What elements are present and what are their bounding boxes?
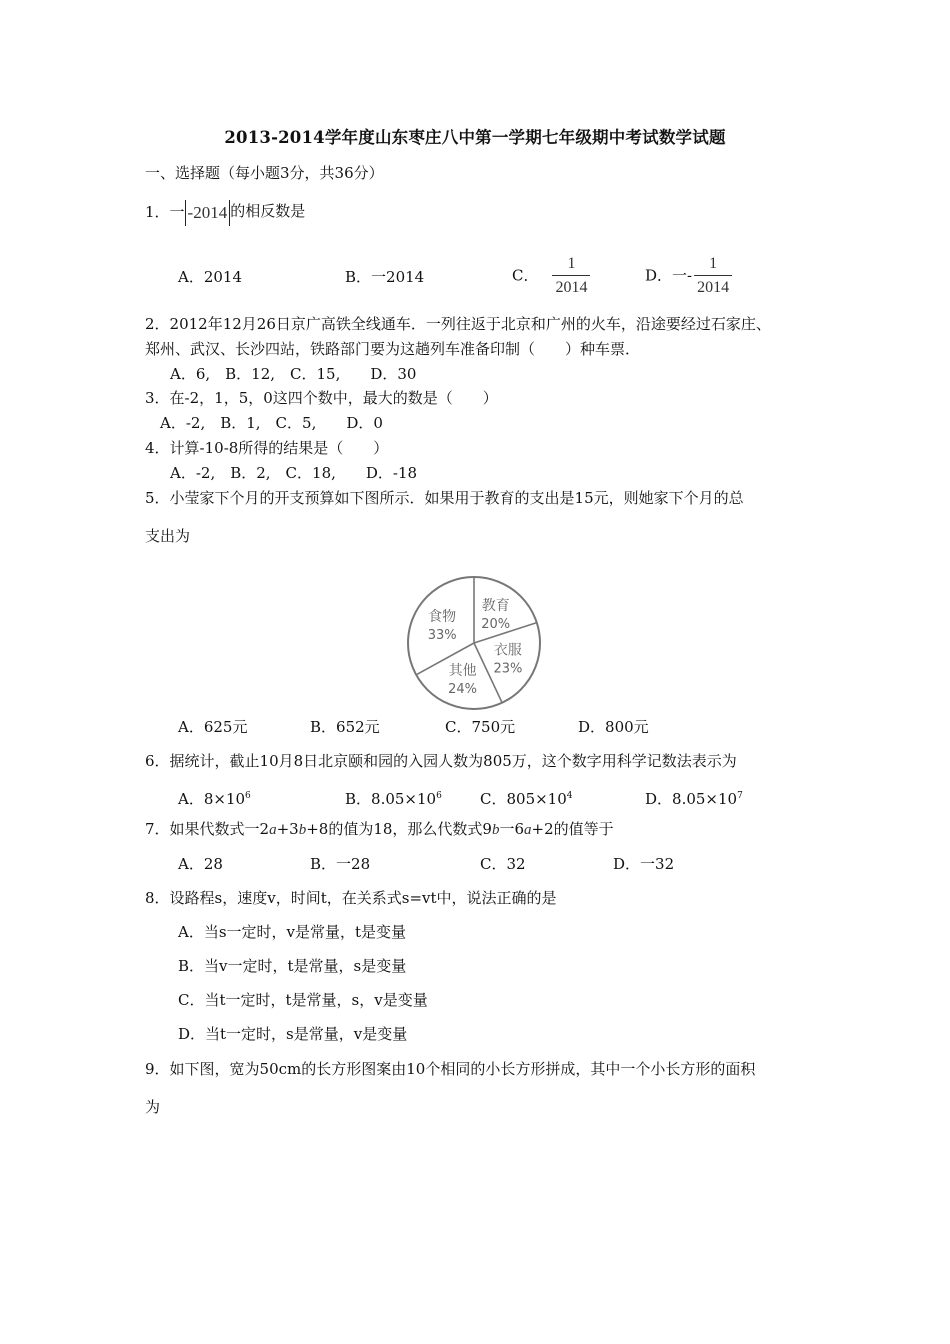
q6-option-b-exponent: 6: [436, 791, 442, 801]
q7-variable: a: [269, 822, 277, 838]
q8-option-c: C．当t一定时，t是常量，s，v是变量: [178, 991, 428, 1009]
section-heading: 一、选择题（每小题3分，共36分）: [145, 164, 384, 182]
q7-option-c: C．32: [480, 855, 526, 873]
pie-slice-label: 衣服: [493, 642, 522, 659]
q1-option-c: [512, 253, 590, 300]
pie-slice-label: 其他: [448, 663, 477, 680]
q8-text: 8．设路程s，速度v，时间t，在关系式s=vt中，说法正确的是: [145, 889, 557, 907]
q7-part: 7．如果代数式一2: [145, 820, 270, 838]
q5-line-1: 5．小莹家下个月的开支预算如下图所示．如果用于教育的支出是15元，则她家下个月的总: [145, 489, 744, 507]
q1-prefix: 1．一: [145, 203, 185, 221]
q6-option-a-exponent: 6: [245, 791, 251, 801]
q6-option-a-base: A．8×10: [178, 790, 246, 808]
q4-text: 4．计算-10-8所得的结果是（ ）: [145, 439, 389, 457]
q1-suffix: 的相反数是: [230, 202, 306, 220]
q8-option-a: A．当s一定时，v是常量，t是变量: [178, 923, 407, 941]
q2-line-1: 2．2012年12月26日京广高铁全线通车．一列往返于北京和广州的火车，沿途要经过石家庄、: [145, 315, 771, 333]
q2-options: A．6, B．12, C．15, D．30: [170, 365, 417, 383]
pie-slice-percent: 24%: [448, 682, 478, 698]
q5-option-b: B．652元: [310, 718, 380, 736]
q9-line-2: 为: [145, 1098, 161, 1116]
q5-line-2: 支出为: [145, 527, 191, 545]
q6-text: 6．据统计，截止10月8日北京颐和园的入园人数为805万，这个数字用科学记数法表示为: [145, 752, 737, 770]
question-1: [145, 200, 305, 226]
q7-option-b: B．一28: [310, 855, 371, 873]
q7-option-a: A．28: [178, 855, 223, 873]
q9-line-1: 9．如下图，宽为50cm的长方形图案由10个相同的小长方形拼成，其中一个小长方形的面积: [145, 1060, 756, 1078]
q6-option-d: [645, 785, 743, 810]
pie-slice-percent: 33%: [427, 628, 457, 644]
q1-option-a: A．2014: [178, 268, 243, 286]
q1-option-b: B．一2014: [345, 268, 425, 286]
q8-option-d: D．当t一定时，s是常量，v是变量: [178, 1025, 408, 1043]
q1-fraction-c-numerator: 1: [567, 255, 576, 272]
pie-slice-percent: 20%: [481, 617, 511, 633]
q6-option-c: [480, 785, 573, 810]
page-title: 2013-2014学年度山东枣庄八中第一学期七年级期中考试数学试题: [224, 128, 726, 147]
q1-fraction-c: [552, 253, 590, 300]
q1-absolute-value: -2014: [185, 200, 231, 226]
q7-variable: a: [524, 822, 532, 838]
q1-fraction-c-denominator: 2014: [552, 275, 590, 300]
q5-option-a: A．625元: [178, 718, 248, 736]
q6-option-d-base: D．8.05×10: [645, 790, 738, 808]
q7-part: +3: [276, 820, 299, 838]
q1-fraction-d: [694, 253, 732, 300]
pie-slice-label: 教育: [481, 598, 510, 615]
q2-line-2: 郑州、武汉、长沙四站，铁路部门要为这趟列车准备印制（ ）种车票．: [145, 340, 641, 358]
q5-option-c: C．750元: [445, 718, 516, 736]
q7-variable: b: [491, 822, 500, 838]
q7-variable: b: [298, 822, 307, 838]
q7-part: 一6: [499, 820, 525, 838]
pie-slice-percent: 23%: [493, 661, 523, 677]
q7-option-d: D．一32: [613, 855, 675, 873]
q7-part: +8的值为18，那么代数式9: [306, 820, 492, 838]
pie-slice-label: 食物: [428, 609, 457, 626]
q6-option-b: [345, 785, 442, 810]
q6-option-b-base: B．8.05×10: [345, 790, 437, 808]
q3-options: A．-2, B．1, C．5, D．0: [160, 414, 383, 432]
q1-fraction-d-numerator: 1: [709, 255, 718, 272]
q6-option-d-exponent: 7: [737, 791, 743, 801]
q1-option-d: [645, 253, 732, 300]
q1-fraction-d-denominator: 2014: [694, 275, 732, 300]
q7-part: +2的值等于: [531, 820, 614, 838]
q6-option-a: [178, 785, 251, 810]
budget-pie-chart: [389, 558, 559, 728]
q4-options: A．-2, B．2, C．18, D．-18: [170, 464, 418, 482]
q1-option-c-label: C．: [512, 266, 539, 285]
q3-text: 3．在-2，1，5，0这四个数中，最大的数是（ ）: [145, 389, 498, 407]
q6-option-c-exponent: 4: [566, 791, 573, 801]
q1-option-d-label: D．一-: [645, 266, 693, 285]
q5-option-d: D．800元: [578, 718, 649, 736]
q6-option-c-base: C．805×10: [480, 790, 567, 808]
q8-option-b: B．当v一定时，t是常量，s是变量: [178, 957, 407, 975]
q7-text: [145, 818, 614, 841]
